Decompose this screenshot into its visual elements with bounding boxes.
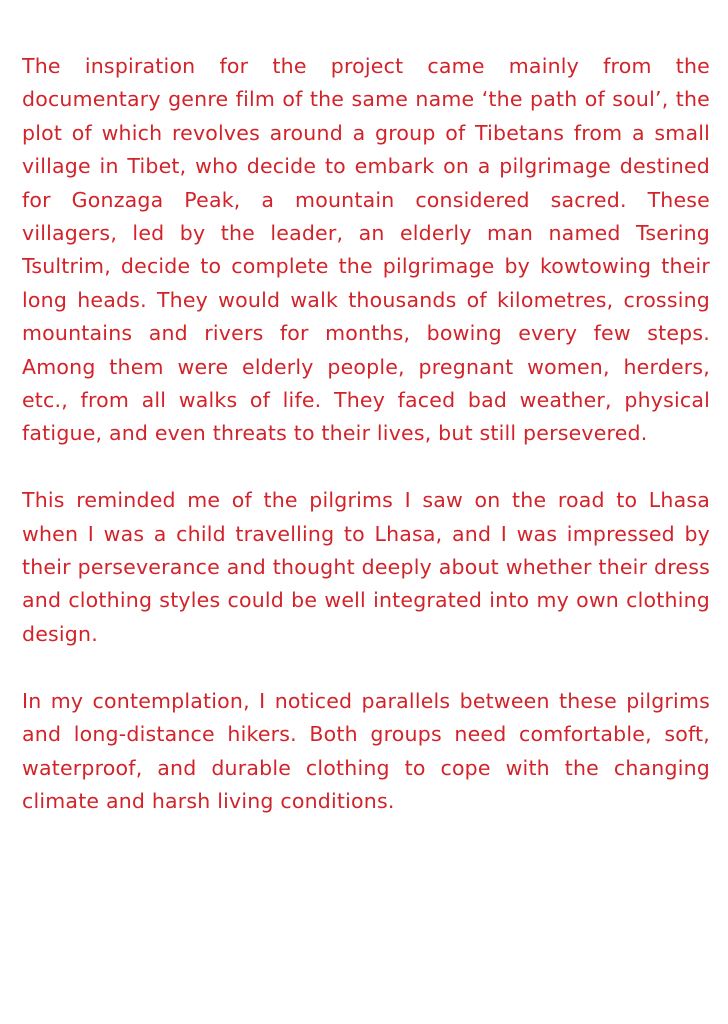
paragraph-contemplation: In my contemplation, I noticed parallels between these pilgrims and long-distance hikers. Both groups need comfortable, soft, waterproof, and durable clothing to cope with the changing climate and harsh living conditions. [22, 688, 710, 813]
paragraph-pilgrims-memory: This reminded me of the pilgrims I saw on the road to Lhasa when I was a child travelling to Lhasa, and I was impressed by their perseverance and thought deeply about whether their dress and clothing styles could be well integrated into my own clothing design. [22, 488, 710, 646]
document-body [22, 50, 710, 852]
paragraph-inspiration: The inspiration for the project came mainly from the documentary genre film of the same name ‘the path of soul’, the plot of which revolves around a group of Tibetans from a small village in Tibet, who decide to embark on a pilgrimage destined for Gonzaga Peak, a mountain considered sacred. These villagers, led by the leader, an elderly man named Tsering Tsultrim, decide to complete the pilgrimage by kowtowing their long heads. They would walk thousands of kilometres, crossing mountains and rivers for months, bowing every few steps. Among them were elderly people, pregnant women, herders, etc., from all walks of life. They faced bad weather, physical fatigue, and even threats to their lives, but still persevered. [22, 54, 710, 446]
